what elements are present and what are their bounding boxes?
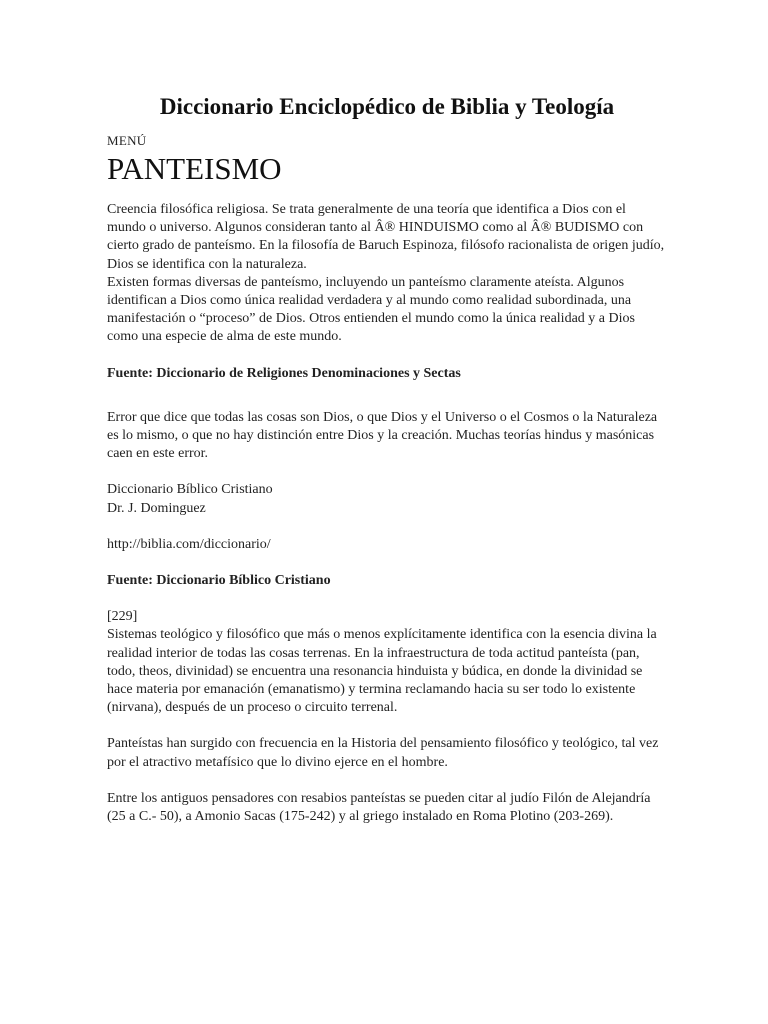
site-title: Diccionario Enciclopédico de Biblia y Teología bbox=[159, 94, 615, 119]
paragraph-forms: Existen formas diversas de panteísmo, incluyendo un panteísmo claramente ateísta. Algunos identifican a Dios como única realidad verdadera y al mundo como realidad subordinada, una manifestación o “proceso” de Dios. Otros entienden el mundo como la única realidad y a Dios como una especie de alma de este mundo. bbox=[107, 274, 635, 345]
paragraph-antiguos: Entre los antiguos pensadores con resabios panteístas se pueden citar al judío Filón de Alejandría (25 a C.- 50), a Amonio Sacas (175-242) y al griego instalado en Roma Plotino (203-269). bbox=[107, 790, 651, 825]
credit-book: Diccionario Bíblico Cristiano bbox=[107, 482, 273, 498]
entry-title: PANTEISMO bbox=[107, 151, 282, 186]
reference-number: [229] bbox=[107, 609, 138, 625]
source-biblico: Fuente: Diccionario Bíblico Cristiano bbox=[107, 573, 331, 589]
paragraph-definition: Creencia filosófica religiosa. Se trata generalmente de una teoría que identifica a Dios con el mundo o universo. Algunos consideran tanto al Â® HINDUISMO como al Â® BUDISMO con cierto grado de panteísmo. En la filosofía de Baruch Espinoza, filósofo racionalista de origen judío, Dios se identifica con la naturaleza. bbox=[107, 202, 665, 272]
paragraph-sistemas: Sistemas teológico y filosófico que más o menos explícitamente identifica con la esencia divina la realidad interior de todas las cosas terrenas. En la infraestructura de toda actitud panteísta (pan, todo, theos, divinidad) se encuentra una resonancia hinduista y búdica, en donde la divinidad se hace materia por emanación (emanatismo) y termina reclamando hacia su ser todo lo existente (nirvana), después de un proceso o circuito terrenal. bbox=[107, 627, 657, 716]
paragraph-panteistas: Panteístas han surgido con frecuencia en la Historia del pensamiento filosófico y teológico, tal vez por el atractivo metafísico que lo divino ejerce en el hombre. bbox=[107, 736, 659, 770]
url-link[interactable]: http://biblia.com/diccionario/ bbox=[107, 536, 271, 552]
credit-author: Dr. J. Dominguez bbox=[107, 500, 206, 516]
paragraph-error: Error que dice que todas las cosas son Dios, o que Dios y el Universo o el Cosmos o la Naturaleza es lo mismo, o que no hay distinción entre Dios y la creación. Muchas teorías hindus y masónicas caen en este error. bbox=[107, 409, 658, 462]
source-url-link[interactable] bbox=[107, 536, 667, 554]
source-religiones: Fuente: Diccionario de Religiones Denominaciones y Sectas bbox=[107, 365, 461, 381]
entry-content bbox=[107, 201, 667, 826]
menu-link[interactable]: MENÚ bbox=[107, 133, 147, 148]
